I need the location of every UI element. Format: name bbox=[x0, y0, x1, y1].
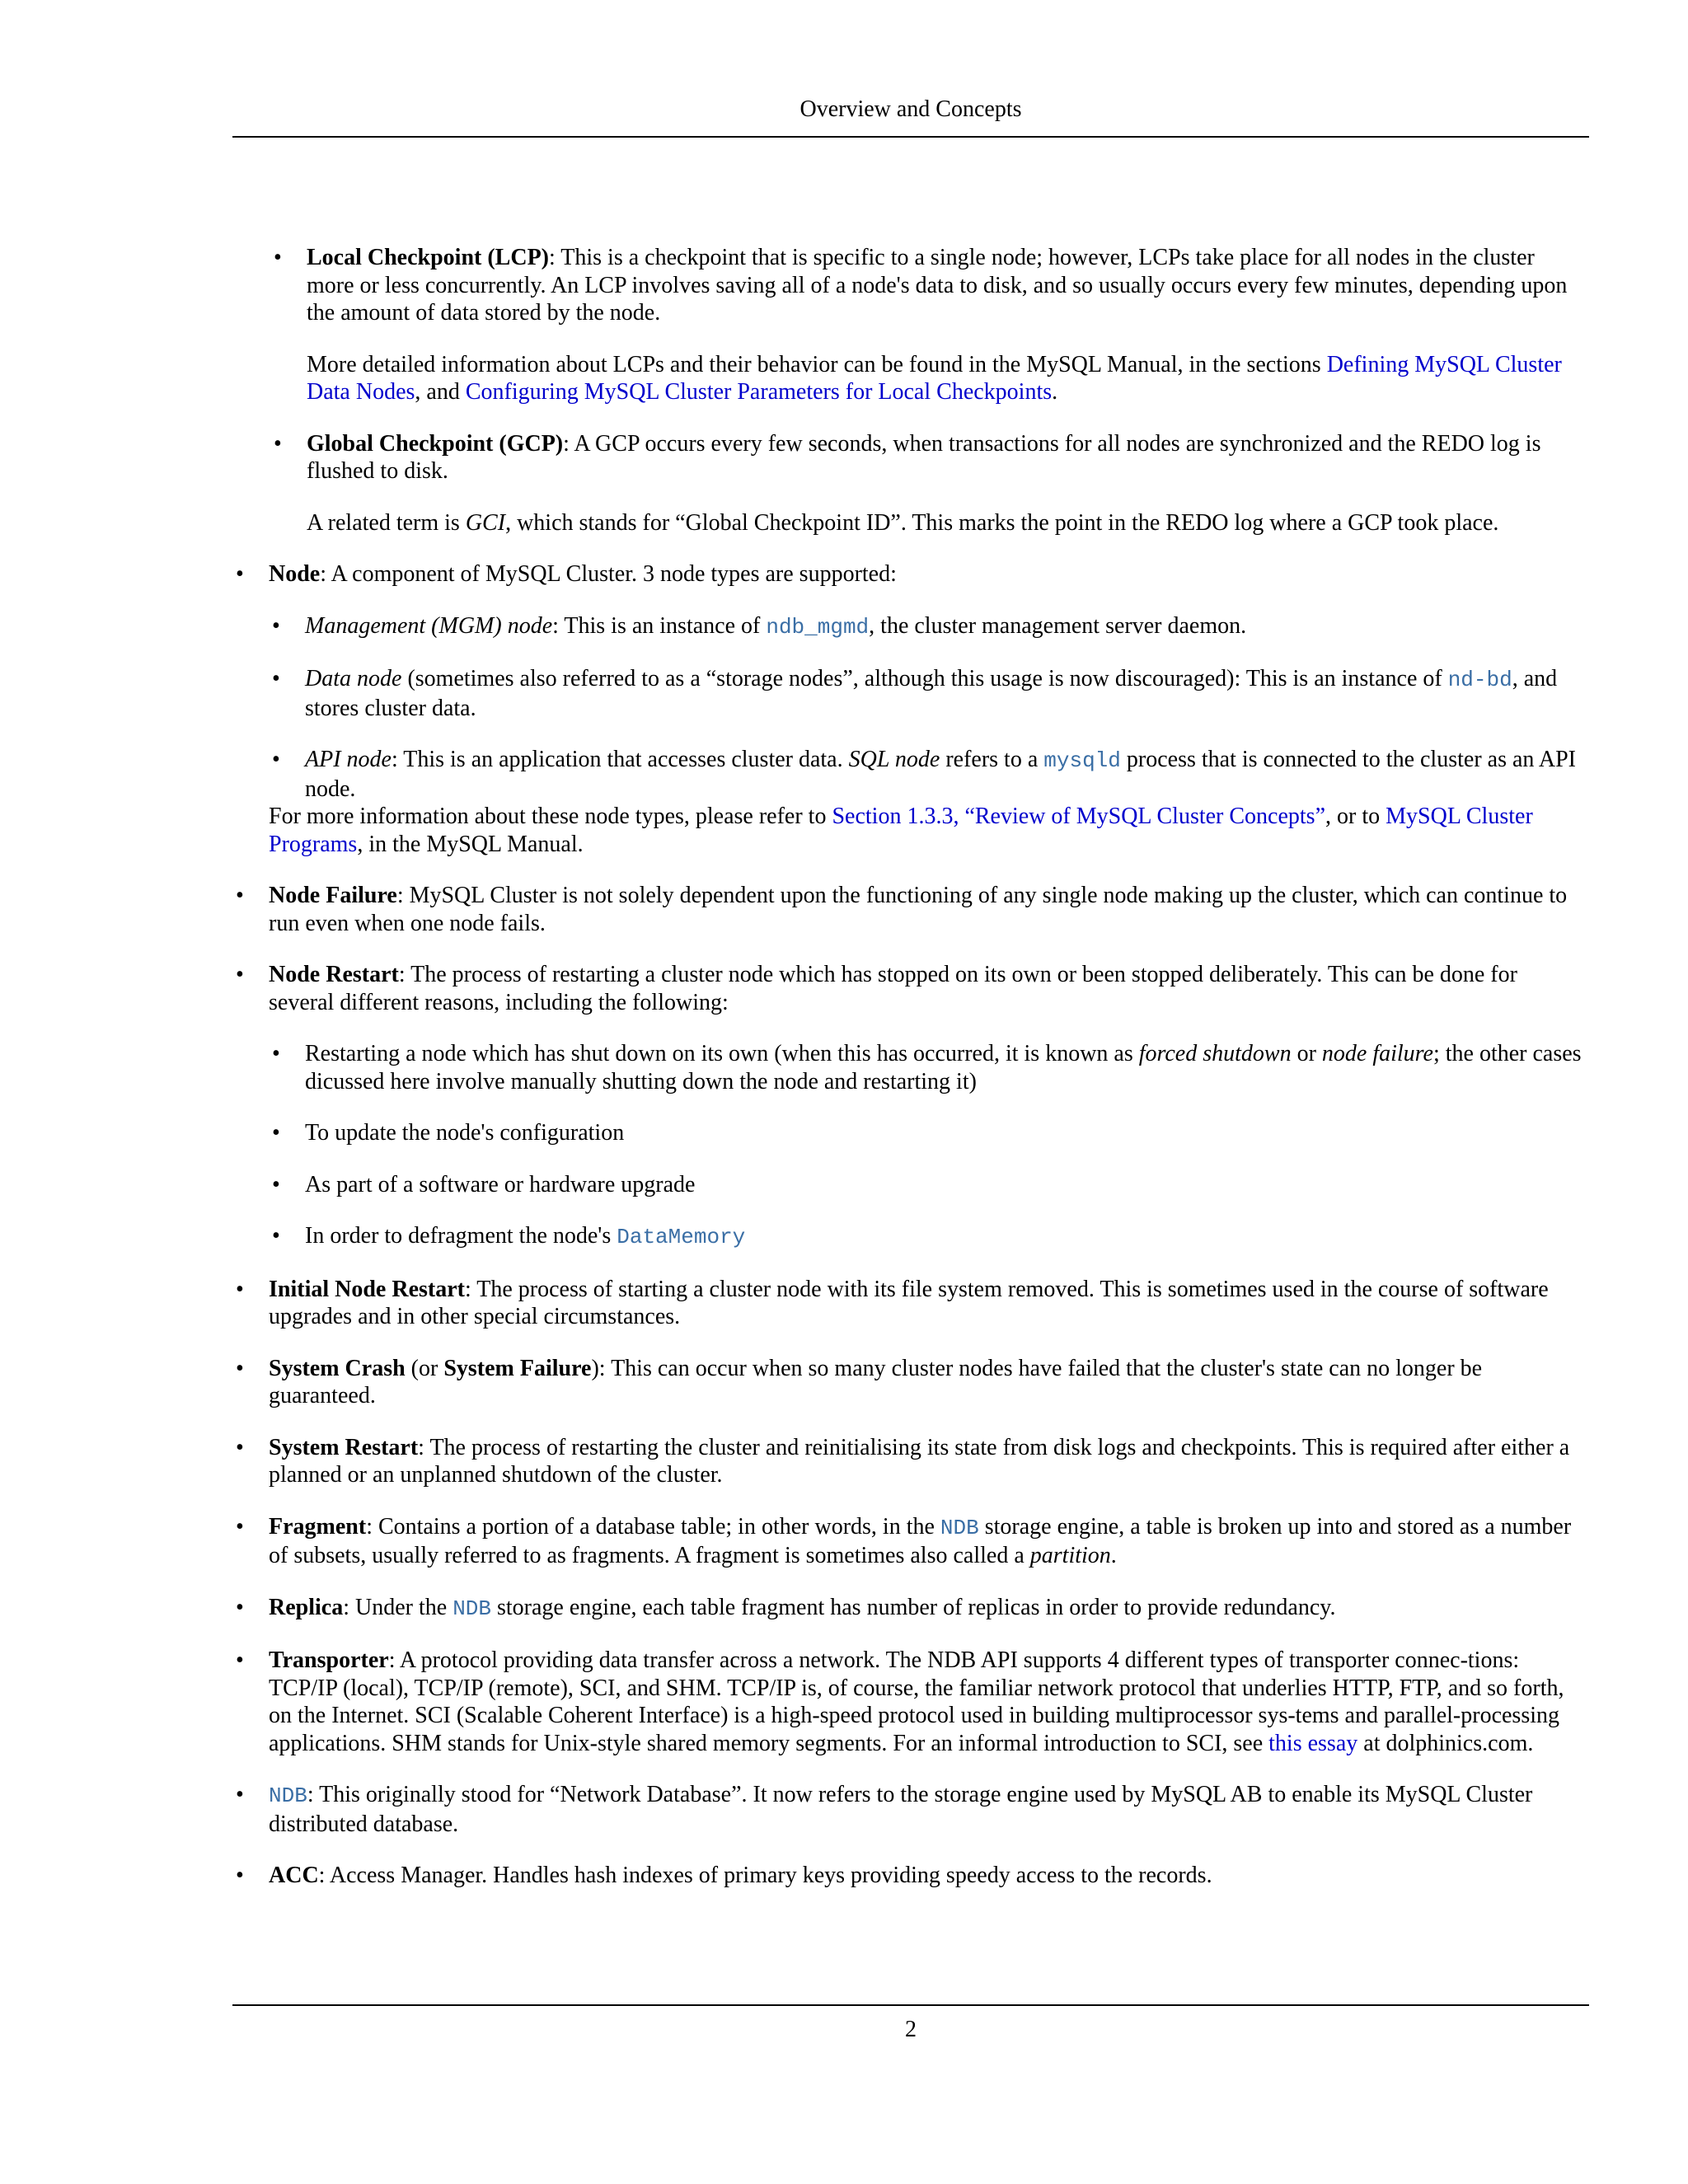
term-sql-node: SQL node bbox=[848, 747, 940, 772]
fragment-text: : Contains a portion of a database table; in other words, in the bbox=[366, 1513, 940, 1540]
gcp-related bbox=[307, 509, 1584, 537]
restart-reasons-list bbox=[269, 1040, 1584, 1252]
system-crash-text: ): This can occur when so many cluster nodes have failed that the cluster's state can no longer be guaranteed. bbox=[269, 1355, 1483, 1408]
list-item-lcp bbox=[270, 244, 1584, 406]
node-definition bbox=[269, 560, 1584, 588]
mgm-text: : This is an instance of bbox=[552, 612, 767, 639]
list-item-node-restart bbox=[232, 961, 1584, 1252]
list-item-restart-reason bbox=[269, 1222, 1584, 1252]
code-ndb: NDB bbox=[452, 1596, 491, 1621]
node-more-prefix: For more information about these node types, please refer to bbox=[269, 804, 832, 829]
link-this-essay[interactable]: this essay bbox=[1268, 1730, 1358, 1756]
list-item-fragment bbox=[232, 1513, 1584, 1570]
gcp-text: : A GCP occurs every few seconds, when transactions for all nodes are synchronized and the REDO log is flushed to disk. bbox=[307, 430, 1541, 484]
code-ndb-mgmd: ndb_mgmd bbox=[766, 614, 870, 640]
node-between: , or to bbox=[1325, 804, 1386, 829]
term-forced-shutdown: forced shutdown bbox=[1138, 1041, 1292, 1066]
term-node: Node bbox=[269, 561, 321, 587]
list-item-node bbox=[232, 560, 1584, 858]
term-system-failure: System Failure bbox=[443, 1355, 592, 1381]
term-gcp: Global Checkpoint (GCP) bbox=[307, 430, 564, 457]
term-node-failure: Node Failure bbox=[269, 883, 397, 908]
reason-1-prefix: Restarting a node which has shut down on its own (when this has occurred, it is known as bbox=[305, 1041, 1139, 1066]
list-item-ndb bbox=[232, 1781, 1584, 1838]
list-item-restart-reason bbox=[269, 1040, 1584, 1095]
list-item-data-node bbox=[269, 665, 1584, 722]
lcp-more-prefix: More detailed information about LCPs and their behavior can be found in the MySQL Manual, in the sections bbox=[307, 351, 1327, 377]
header-rule bbox=[232, 136, 1589, 138]
lcp-between: , and bbox=[415, 379, 466, 405]
list-item-system-restart bbox=[232, 1434, 1584, 1489]
code-ndb: NDB bbox=[940, 1515, 979, 1540]
term-partition: partition bbox=[1029, 1543, 1111, 1568]
link-ndbd[interactable] bbox=[1448, 666, 1512, 691]
code-mysqld: mysqld bbox=[1043, 748, 1121, 773]
node-text: : A component of MySQL Cluster. 3 node types are supported: bbox=[320, 561, 897, 587]
list-item-replica bbox=[232, 1594, 1584, 1624]
acc-text: : Access Manager. Handles hash indexes of primary keys providing speedy access to the records. bbox=[318, 1863, 1212, 1888]
list-item-api-node bbox=[269, 746, 1584, 803]
gcp-related-suffix: , which stands for “Global Checkpoint ID”. This marks the point in the REDO log where a GCP took place. bbox=[505, 509, 1499, 536]
page-number: 2 bbox=[905, 2017, 917, 2042]
replica-text2: storage engine, each table fragment has number of replicas in order to provide redundancy. bbox=[491, 1594, 1336, 1620]
mgm-suffix: , the cluster management server daemon. bbox=[869, 612, 1247, 639]
code-ndb: NDB bbox=[269, 1783, 307, 1808]
link-ndb[interactable] bbox=[940, 1514, 979, 1540]
reason-1-suffix: ; the other cases dicussed here involve manually shutting down the node and restarting it) bbox=[305, 1041, 1582, 1094]
list-item-restart-reason: • As part of a software or hardware upgrade bbox=[269, 1171, 1584, 1199]
node-restart-definition bbox=[269, 961, 1584, 1016]
node-end: , in the MySQL Manual. bbox=[357, 831, 584, 857]
data-node-suffix: , and stores cluster data. bbox=[305, 666, 1558, 721]
fragment-end: . bbox=[1110, 1543, 1117, 1568]
gcp-related-prefix: A related term is bbox=[307, 509, 466, 536]
initial-restart-text: : The process of starting a cluster node with its file system removed. This is sometimes used in the course of software upgrades and in other special circumstances. bbox=[269, 1276, 1549, 1329]
transporter-end: at dolphinics.com. bbox=[1357, 1730, 1534, 1756]
replica-text: : Under the bbox=[343, 1594, 453, 1620]
list-item-initial-node-restart bbox=[232, 1276, 1584, 1331]
term-gci: GCI bbox=[465, 509, 506, 536]
fragment-text2: storage engine, a table is broken up into and stored as a number of subsets, usually referred to as fragments. A fragment is sometimes also called a bbox=[269, 1513, 1572, 1568]
api-suffix: process that is connected to the cluster as an API node. bbox=[305, 747, 1576, 802]
api-text: : This is an application that accesses cluster data. bbox=[391, 747, 849, 772]
term-lcp: Local Checkpoint (LCP) bbox=[307, 245, 549, 270]
lcp-definition bbox=[307, 244, 1584, 327]
reason-1-or: or bbox=[1291, 1041, 1322, 1066]
lcp-end: . bbox=[1052, 379, 1058, 405]
data-node-text: (sometimes also referred to as a “storage nodes”, although this usage is now discouraged): This is an instance of bbox=[401, 666, 1448, 691]
node-more-info bbox=[269, 803, 1584, 858]
node-restart-text: : The process of restarting a cluster node which has stopped on its own or been stopped deliberately. This can be done for several different reasons, including the following: bbox=[269, 962, 1517, 1015]
node-types-list bbox=[269, 612, 1584, 804]
link-configuring-lcp-parameters[interactable]: Configuring MySQL Cluster Parameters for Local Checkpoints bbox=[465, 379, 1053, 405]
list-item-system-crash bbox=[232, 1355, 1584, 1410]
code-ndbd: nd-bd bbox=[1447, 668, 1512, 692]
link-datamemory[interactable] bbox=[617, 1223, 745, 1249]
link-ndb[interactable] bbox=[452, 1595, 491, 1620]
link-defining-data-nodes[interactable]: Defining MySQL Cluster Data Nodes bbox=[307, 351, 1562, 405]
list-item-acc bbox=[232, 1862, 1584, 1890]
lcp-more-info bbox=[307, 351, 1584, 406]
reason-4-prefix: In order to defragment the node's bbox=[305, 1223, 617, 1249]
code-datamemory: DataMemory bbox=[617, 1225, 746, 1249]
term-node-restart: Node Restart bbox=[269, 962, 399, 987]
page-header: Overview and Concepts bbox=[799, 96, 1022, 122]
footer-rule bbox=[232, 2004, 1589, 2006]
list-item-gcp bbox=[270, 430, 1584, 537]
node-failure-text: : MySQL Cluster is not solely dependent upon the functioning of any single node making up the cluster, which can continue to run even when one node fails. bbox=[269, 883, 1568, 936]
list-item-node-failure bbox=[232, 882, 1584, 937]
term-system-crash: System Crash bbox=[269, 1355, 406, 1381]
term-system-restart: System Restart bbox=[269, 1434, 419, 1460]
link-ndb[interactable] bbox=[269, 1782, 307, 1807]
transporter-text: : A protocol providing data transfer across a network. The NDB API supports 4 different types of transporter connec-tions: TCP/IP (local), TCP/IP (remote), SCI, and SHM. TCP/IP is, of course, the familiar network protocol that underlies HTTP, FTP, and so forth, on the Internet. SCI (Scalable Coherent Interface) is a high-speed protocol used in building multiprocessor sys-tems and parallel-processing applications. SHM stands for Unix-style shared memory segments. For an informal introduction to SCI, see bbox=[269, 1647, 1564, 1756]
term-acc: ACC bbox=[269, 1863, 319, 1888]
gcp-definition bbox=[307, 430, 1584, 485]
list-item-restart-reason: • To update the node's configuration bbox=[269, 1119, 1584, 1147]
term-replica: Replica bbox=[269, 1594, 344, 1620]
link-ndb-mgmd[interactable] bbox=[766, 613, 869, 639]
term-node-failure-italic: node failure bbox=[1321, 1041, 1433, 1066]
system-crash-open: (or bbox=[405, 1355, 444, 1381]
term-mgm-node: Management (MGM) node bbox=[305, 612, 553, 639]
api-text2: refers to a bbox=[940, 747, 1044, 772]
system-restart-text: : The process of restarting the cluster and reinitialising its state from disk logs and checkpoints. This is required after either a planned or an unplanned shutdown of the cluster. bbox=[269, 1434, 1570, 1488]
lcp-text: : This is a checkpoint that is specific to a single node; however, LCPs take place for all nodes in the cluster more or less concurrently. An LCP involves saving all of a node's data to disk, and so usually occurs every few minutes, depending upon the amount of data stored by the node. bbox=[307, 245, 1568, 326]
list-item-transporter bbox=[232, 1647, 1584, 1757]
link-review-concepts[interactable]: Section 1.3.3, “Review of MySQL Cluster Concepts” bbox=[832, 804, 1326, 829]
term-data-node: Data node bbox=[305, 666, 402, 691]
term-fragment: Fragment bbox=[269, 1513, 367, 1540]
term-api-node: API node bbox=[305, 747, 392, 772]
link-mysqld[interactable] bbox=[1043, 747, 1121, 772]
list-item-mgm-node bbox=[269, 612, 1584, 642]
ndb-text: : This originally stood for “Network Database”. It now refers to the storage engine used by MySQL AB to enable its MySQL Cluster distributed database. bbox=[269, 1782, 1533, 1837]
term-transporter: Transporter bbox=[269, 1647, 389, 1673]
link-cluster-programs[interactable]: MySQL Cluster Programs bbox=[269, 804, 1533, 857]
document-body bbox=[232, 244, 1584, 1914]
term-initial-node-restart: Initial Node Restart bbox=[269, 1276, 465, 1302]
